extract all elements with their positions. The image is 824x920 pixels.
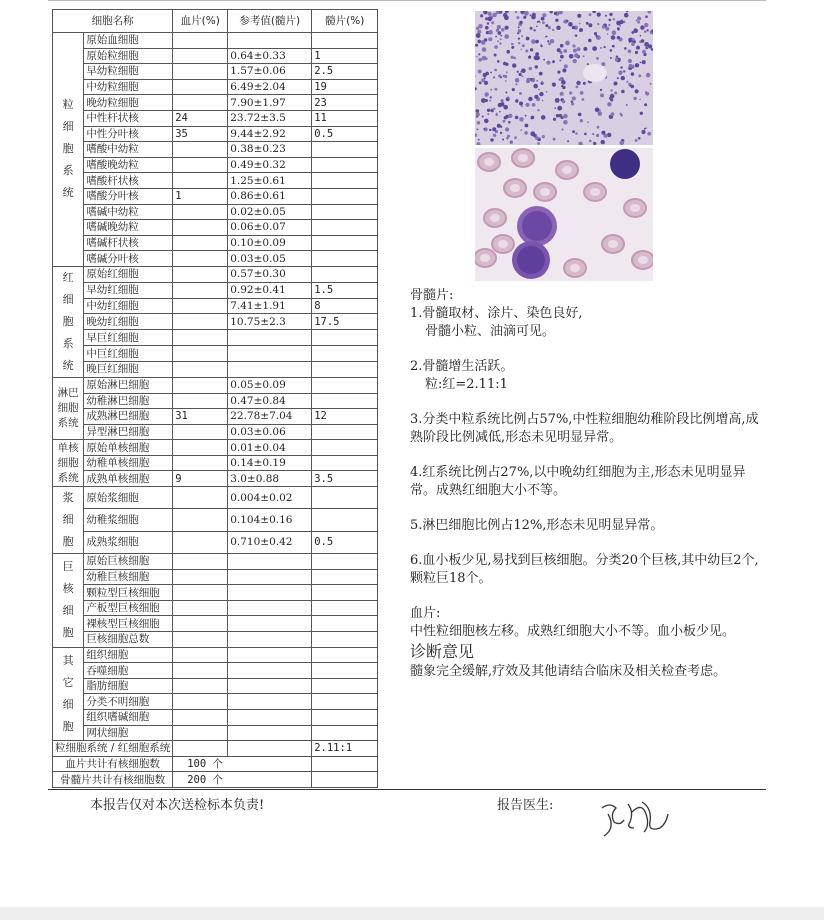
table-row	[53, 678, 378, 694]
blood-value	[173, 440, 228, 456]
table-row	[53, 361, 378, 377]
blood-value	[173, 694, 228, 710]
marrow-value	[312, 725, 378, 741]
marrow-value	[312, 330, 378, 346]
table-row	[53, 266, 378, 282]
blood-value	[173, 173, 228, 189]
marrow-value: 3.5	[312, 471, 378, 487]
category-char: 核	[62, 582, 74, 596]
marrow-value	[312, 173, 378, 189]
category-char: 统	[62, 186, 74, 200]
reference-value	[228, 33, 312, 49]
blood-value	[173, 725, 228, 741]
diagnosis-heading: 诊断意见	[410, 642, 475, 661]
category-char: 它	[62, 675, 74, 689]
table-row	[53, 600, 378, 616]
blood-value	[173, 79, 228, 95]
reference-value	[228, 616, 312, 632]
marrow-value: 1.5	[312, 282, 378, 298]
blood-value	[173, 509, 228, 531]
table-row	[53, 204, 378, 220]
reference-value: 0.86±0.61	[228, 188, 312, 204]
blood-value	[173, 393, 228, 409]
marrow-value	[312, 204, 378, 220]
report-item-2-cont: 粒:红=2.11:1	[425, 377, 508, 392]
reference-value: 6.49±2.04	[228, 79, 312, 95]
blood-value: 35	[173, 126, 228, 142]
blood-value	[173, 455, 228, 471]
blood-value	[173, 33, 228, 49]
table-row	[53, 330, 378, 346]
cell-name: 幼稚单核细胞	[84, 455, 173, 471]
cell-name: 颗粒型巨核细胞	[84, 585, 173, 601]
marrow-value	[312, 157, 378, 173]
cell-name: 原始单核细胞	[84, 440, 173, 456]
blood-value	[173, 554, 228, 570]
table-row	[53, 142, 378, 158]
blood-value	[173, 314, 228, 330]
category-char: 细	[62, 513, 74, 527]
table-row	[53, 377, 378, 393]
marrow-value	[312, 616, 378, 632]
table-body	[53, 33, 378, 788]
reference-value: 0.47±0.84	[228, 393, 312, 409]
cell-name: 中巨红细胞	[84, 346, 173, 362]
summary-label: 粒细胞系统 / 红细胞系统	[53, 741, 173, 757]
cell-name: 嗜碱分叶核	[84, 251, 173, 267]
category-monocyte	[53, 440, 84, 487]
blood-value	[173, 204, 228, 220]
summary-empty	[173, 741, 228, 757]
cell-name: 巨核细胞总数	[84, 632, 173, 648]
summary-count-value: 200 个	[173, 772, 312, 788]
summary-ratio-value: 2.11:1	[312, 741, 378, 757]
marrow-value	[312, 266, 378, 282]
reference-value: 3.0±0.88	[228, 471, 312, 487]
cell-name: 中性杆状核	[84, 110, 173, 126]
category-char: 系	[62, 164, 74, 178]
cell-name: 分类不明细胞	[84, 694, 173, 710]
category-char: 细	[62, 120, 74, 134]
blood-value: 24	[173, 110, 228, 126]
marrow-value	[312, 509, 378, 531]
table-row	[53, 710, 378, 726]
blood-value: 1	[173, 188, 228, 204]
marrow-value: 23	[312, 95, 378, 111]
blood-value	[173, 282, 228, 298]
cell-name: 幼稚巨核细胞	[84, 569, 173, 585]
cell-name: 晚幼粒细胞	[84, 95, 173, 111]
blood-value	[173, 361, 228, 377]
marrow-value: 0.5	[312, 531, 378, 553]
marrow-value	[312, 569, 378, 585]
blood-value	[173, 48, 228, 64]
table-row	[53, 220, 378, 236]
cell-name: 成熟浆细胞	[84, 531, 173, 553]
marrow-smear-high-power-image	[475, 148, 653, 281]
category-char: 红	[62, 270, 74, 284]
report-item-4: 4.红系统比例占27%,以中晚幼红细胞为主,形态未见明显异常。成熟红细胞大小不等。	[410, 465, 746, 498]
reference-value	[228, 725, 312, 741]
summary-empty	[228, 741, 312, 757]
marrow-value	[312, 251, 378, 267]
table-row	[53, 346, 378, 362]
blood-value	[173, 251, 228, 267]
cell-name: 幼稚浆细胞	[84, 509, 173, 531]
blood-value	[173, 569, 228, 585]
cell-name: 成熟单核细胞	[84, 471, 173, 487]
category-char: 系统	[57, 417, 79, 430]
reference-value: 0.05±0.09	[228, 377, 312, 393]
reference-value: 0.01±0.04	[228, 440, 312, 456]
table-row	[53, 455, 378, 471]
table-row	[53, 509, 378, 531]
cell-name: 嗜碱晚幼粒	[84, 220, 173, 236]
category-char: 浆	[62, 491, 74, 505]
reference-value: 0.92±0.41	[228, 282, 312, 298]
marrow-value: 8	[312, 298, 378, 314]
category-char: 单核	[57, 441, 79, 454]
reference-value	[228, 554, 312, 570]
blood-value	[173, 298, 228, 314]
table-row	[53, 409, 378, 425]
reference-value	[228, 569, 312, 585]
category-char: 其	[62, 653, 74, 667]
summary-empty	[312, 772, 378, 788]
table-row	[53, 632, 378, 648]
category-char: 巨	[62, 560, 74, 574]
reference-value	[228, 678, 312, 694]
blood-value	[173, 377, 228, 393]
marrow-value: 0.5	[312, 126, 378, 142]
marrow-value	[312, 220, 378, 236]
cell-name: 吞噬细胞	[84, 663, 173, 679]
cell-name: 晚幼红细胞	[84, 314, 173, 330]
cell-name: 晚巨红细胞	[84, 361, 173, 377]
reference-value: 1.57±0.06	[228, 64, 312, 80]
cell-name: 原始血细胞	[84, 33, 173, 49]
reference-value: 0.02±0.05	[228, 204, 312, 220]
reference-value: 0.57±0.30	[228, 266, 312, 282]
table-row	[53, 235, 378, 251]
marrow-smear-low-power-image	[475, 11, 653, 145]
reference-value	[228, 346, 312, 362]
reference-value: 0.03±0.06	[228, 424, 312, 440]
reference-value	[228, 361, 312, 377]
blood-value	[173, 487, 228, 509]
header-reference: 参考值(髓片)	[228, 10, 312, 33]
table-row	[53, 440, 378, 456]
report-item-1-cont: 骨髓小粒、油滴可见。	[425, 324, 556, 339]
marrow-value	[312, 455, 378, 471]
reference-value: 23.72±3.5	[228, 110, 312, 126]
cell-name: 早巨红细胞	[84, 330, 173, 346]
blood-value	[173, 266, 228, 282]
reference-value	[228, 632, 312, 648]
blood-value: 9	[173, 471, 228, 487]
table-row	[53, 471, 378, 487]
table-row	[53, 95, 378, 111]
marrow-value	[312, 694, 378, 710]
blood-value	[173, 330, 228, 346]
blood-value	[173, 710, 228, 726]
table-row	[53, 487, 378, 509]
marrow-value	[312, 554, 378, 570]
category-char: 统	[62, 358, 74, 372]
cell-name: 异型淋巴细胞	[84, 424, 173, 440]
category-char: 胞	[62, 535, 74, 549]
summary-count-value: 100 个	[173, 756, 312, 772]
marrow-value	[312, 600, 378, 616]
table-row	[53, 314, 378, 330]
blood-value	[173, 632, 228, 648]
category-char: 淋巴	[57, 387, 79, 400]
blood-value	[173, 95, 228, 111]
reference-value: 0.49±0.32	[228, 157, 312, 173]
cell-name: 脂肪细胞	[84, 678, 173, 694]
reference-value: 0.004±0.02	[228, 487, 312, 509]
marrow-value: 1	[312, 48, 378, 64]
reference-value	[228, 663, 312, 679]
reference-value	[228, 647, 312, 663]
table-row	[53, 48, 378, 64]
category-other	[53, 647, 84, 741]
table-row	[53, 64, 378, 80]
table-row	[53, 554, 378, 570]
category-char: 系	[62, 336, 74, 350]
cell-name: 中幼粒细胞	[84, 79, 173, 95]
marrow-value: 17.5	[312, 314, 378, 330]
category-char: 细胞	[57, 402, 79, 415]
cell-name: 原始粒细胞	[84, 48, 173, 64]
marrow-value	[312, 361, 378, 377]
table-row	[53, 531, 378, 553]
blood-value	[173, 64, 228, 80]
blood-value	[173, 678, 228, 694]
table-row	[53, 616, 378, 632]
category-lymphocyte	[53, 377, 84, 439]
blood-value	[173, 235, 228, 251]
bottom-rule	[48, 789, 766, 790]
cell-name: 早幼粒细胞	[84, 64, 173, 80]
reference-value: 0.104±0.16	[228, 509, 312, 531]
cell-name: 嗜酸晚幼粒	[84, 157, 173, 173]
report-item-5: 5.淋巴细胞比例占12%,形态未见明显异常。	[410, 518, 664, 533]
marrow-value	[312, 235, 378, 251]
marrow-value	[312, 346, 378, 362]
report-item-6: 6.血小板少见,易找到巨核细胞。分类20个巨核,其中幼巨2个,颗粒巨18个。	[410, 553, 759, 586]
cell-name: 组织嗜碱细胞	[84, 710, 173, 726]
category-char: 粒	[62, 98, 74, 112]
cell-name: 原始巨核细胞	[84, 554, 173, 570]
marrow-value	[312, 440, 378, 456]
table-row	[53, 157, 378, 173]
reference-value: 0.03±0.05	[228, 251, 312, 267]
table-header-row	[53, 10, 378, 33]
blood-value	[173, 585, 228, 601]
footer-note: 本报告仅对本次送检标本负责!	[90, 798, 265, 813]
reference-value: 0.710±0.42	[228, 531, 312, 553]
reference-value	[228, 330, 312, 346]
blood-text: 中性粒细胞核左移。成熟红细胞大小不等。血小板少见。	[410, 624, 736, 639]
cell-name: 嗜酸分叶核	[84, 188, 173, 204]
table-row	[53, 188, 378, 204]
blood-value	[173, 663, 228, 679]
header-cell-name: 细胞名称	[53, 10, 173, 33]
report-text	[410, 287, 770, 681]
marrow-value	[312, 663, 378, 679]
cell-name: 裸核型巨核细胞	[84, 616, 173, 632]
cell-name: 嗜酸中幼粒	[84, 142, 173, 158]
header-blood: 血片(%)	[173, 10, 228, 33]
table-row	[53, 298, 378, 314]
blood-heading: 血片:	[410, 606, 441, 621]
cell-name: 组织细胞	[84, 647, 173, 663]
category-megakaryocyte	[53, 554, 84, 648]
cell-count-table	[52, 9, 378, 788]
summary-row-marrow-count	[53, 772, 378, 788]
summary-empty	[312, 756, 378, 772]
category-char: 细	[62, 604, 74, 618]
blood-value	[173, 220, 228, 236]
reference-value	[228, 694, 312, 710]
category-char: 胞	[62, 626, 74, 640]
category-char: 细	[62, 697, 74, 711]
marrow-value	[312, 33, 378, 49]
table-row	[53, 424, 378, 440]
category-char: 细胞	[57, 456, 79, 469]
table-row	[53, 79, 378, 95]
blood-value	[173, 142, 228, 158]
cell-name: 早幼红细胞	[84, 282, 173, 298]
top-rule	[48, 0, 766, 1]
reference-value: 0.10±0.09	[228, 235, 312, 251]
blood-value: 31	[173, 409, 228, 425]
table-row	[53, 110, 378, 126]
cell-name: 嗜酸杆状核	[84, 173, 173, 189]
marrow-value	[312, 487, 378, 509]
blood-value	[173, 531, 228, 553]
cell-name: 成熟淋巴细胞	[84, 409, 173, 425]
marrow-value	[312, 142, 378, 158]
table-row	[53, 663, 378, 679]
table-row	[53, 173, 378, 189]
cell-name: 中幼红细胞	[84, 298, 173, 314]
marrow-value	[312, 393, 378, 409]
category-char: 细	[62, 292, 74, 306]
marrow-value: 2.5	[312, 64, 378, 80]
table-row	[53, 282, 378, 298]
report-item-3: 3.分类中粒系统比例占57%,中性粒细胞幼稚阶段比例增高,成熟阶段比例减低,形态未见明显异常。	[410, 412, 759, 445]
cell-name: 嗜碱中幼粒	[84, 204, 173, 220]
reference-value	[228, 585, 312, 601]
reference-value	[228, 600, 312, 616]
table-row	[53, 725, 378, 741]
marrow-value: 19	[312, 79, 378, 95]
marrow-value: 11	[312, 110, 378, 126]
marrow-value	[312, 585, 378, 601]
marrow-heading: 骨髓片:	[410, 288, 454, 303]
table-row	[53, 647, 378, 663]
reference-value: 0.38±0.23	[228, 142, 312, 158]
table-row	[53, 126, 378, 142]
blood-value	[173, 600, 228, 616]
blood-value	[173, 424, 228, 440]
category-granulocyte	[53, 33, 84, 267]
marrow-value	[312, 678, 378, 694]
reference-value: 10.75±2.3	[228, 314, 312, 330]
marrow-value	[312, 647, 378, 663]
reference-value: 7.41±1.91	[228, 298, 312, 314]
report-item-2: 2.骨髓增生活跃。	[410, 359, 514, 374]
doctor-signature	[598, 794, 678, 838]
marrow-value	[312, 377, 378, 393]
category-char: 胞	[62, 719, 74, 733]
cell-name: 原始红细胞	[84, 266, 173, 282]
summary-label: 骨髓片共计有核细胞数	[53, 772, 173, 788]
diagnosis-text: 髓象完全缓解,疗效及其他请结合临床及相关检查考虑。	[410, 664, 727, 679]
cell-name: 原始淋巴细胞	[84, 377, 173, 393]
cell-name: 产板型巨核细胞	[84, 600, 173, 616]
table-row	[53, 585, 378, 601]
summary-row-ratio	[53, 741, 378, 757]
summary-row-blood-count	[53, 756, 378, 772]
cell-name: 嗜碱杆状核	[84, 235, 173, 251]
blood-value	[173, 346, 228, 362]
reference-value: 0.64±0.33	[228, 48, 312, 64]
header-marrow: 髓片(%)	[312, 10, 378, 33]
category-char: 系统	[57, 471, 79, 484]
category-erythroid	[53, 266, 84, 377]
table-row	[53, 33, 378, 49]
reference-value: 0.06±0.07	[228, 220, 312, 236]
report-item-1: 1.骨髓取材、涂片、染色良好,	[410, 306, 583, 321]
blood-value	[173, 616, 228, 632]
cell-name: 原始浆细胞	[84, 487, 173, 509]
reference-value: 1.25±0.61	[228, 173, 312, 189]
summary-label: 血片共计有核细胞数	[53, 756, 173, 772]
category-char: 胞	[62, 142, 74, 156]
marrow-value	[312, 632, 378, 648]
reference-value	[228, 710, 312, 726]
blood-value	[173, 157, 228, 173]
reference-value: 9.44±2.92	[228, 126, 312, 142]
category-char: 胞	[62, 314, 74, 328]
category-plasma	[53, 487, 84, 554]
marrow-value: 12	[312, 409, 378, 425]
reference-value: 7.90±1.97	[228, 95, 312, 111]
reference-value: 22.78±7.04	[228, 409, 312, 425]
reference-value: 0.14±0.19	[228, 455, 312, 471]
table-row	[53, 251, 378, 267]
cell-name: 中性分叶核	[84, 126, 173, 142]
table-row	[53, 393, 378, 409]
marrow-value	[312, 710, 378, 726]
table-row	[53, 694, 378, 710]
marrow-value	[312, 424, 378, 440]
cell-name: 网状细胞	[84, 725, 173, 741]
doctor-label: 报告医生:	[497, 798, 554, 813]
cell-name: 幼稚淋巴细胞	[84, 393, 173, 409]
page-bottom-bar	[0, 907, 824, 920]
marrow-value	[312, 188, 378, 204]
blood-value	[173, 647, 228, 663]
table-row	[53, 569, 378, 585]
